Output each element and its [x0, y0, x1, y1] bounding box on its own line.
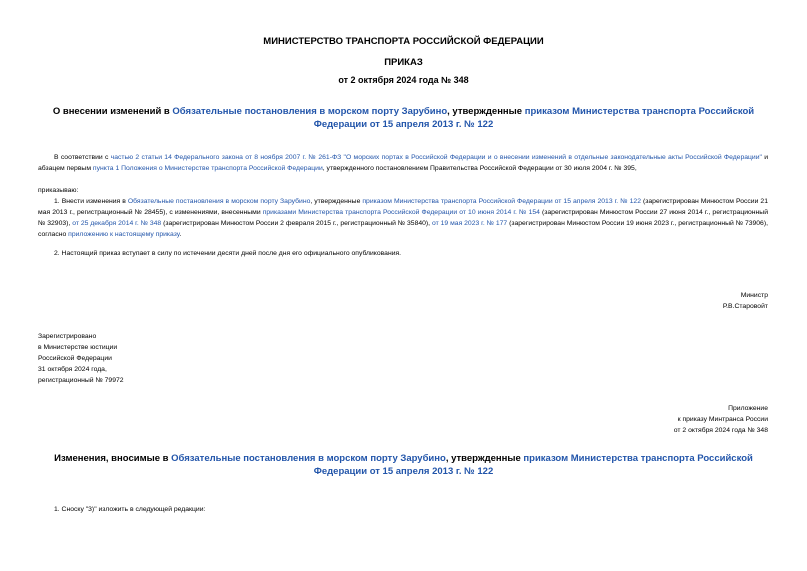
appendix-title: [40, 452, 767, 478]
item-1-paragraph: [38, 196, 768, 240]
ministry-heading: МИНИСТЕРСТВО ТРАНСПОРТА РОССИЙСКОЙ ФЕДЕРАЦИИ: [263, 36, 544, 47]
signature-name: Р.В.Старовойт: [722, 303, 768, 310]
item-1-link-regulations[interactable]: Обязательные постановления в морском порту Зарубино: [127, 198, 311, 205]
signature-block: [723, 290, 768, 312]
item-1-text: (зарегистрирован Минюстом России 2 февраля 2015 г., регистрационный № 35840),: [161, 220, 432, 227]
title-link-order[interactable]: приказом Министерства транспорта Российской Федерации от 15 апреля 2013 г. № 122: [313, 106, 755, 130]
appendix-title-link-regulations[interactable]: Обязательные постановления в морском порту Зарубино: [171, 453, 446, 464]
item-1-text: (зарегистрирован Минюстом России 21 мая 2013 г., регистрационный № 28455), с изменениями, внесенными: [38, 198, 768, 216]
appendix-date: от 2 октября 2024 года № 348: [673, 427, 768, 434]
item-1-text: .: [179, 231, 182, 238]
item-2-paragraph: 2. Настоящий приказ вступает в силу по истечении десяти дней после дня его официального опубликования.: [54, 250, 402, 257]
item-1-link-order-348[interactable]: от 25 декабря 2014 г. № 348: [72, 220, 162, 227]
appendix-label: Приложение: [728, 405, 768, 412]
item-1-text: 1. Внести изменения в: [54, 198, 128, 205]
basis-link-law[interactable]: частью 2 статьи 14 Федерального закона от 8 ноября 2007 г. № 261-ФЗ "О морских портах в Российской Федерации и о внесении изменений в отдельные законодательные акты Российской Федерации": [110, 154, 762, 161]
basis-link-regulation[interactable]: пункта 1 Положения о Министерстве транспорта Российской Федерации: [92, 165, 323, 172]
appendix-title-link-order[interactable]: приказом Министерства транспорта Российской Федерации от 15 апреля 2013 г. № 122: [313, 453, 753, 477]
registration-number: регистрационный № 79972: [38, 377, 124, 384]
basis-paragraph: [38, 152, 768, 174]
order-word: приказываю:: [38, 187, 79, 194]
document-title: [40, 105, 767, 131]
basis-text: , утвержденного постановлением Правительства Российской Федерации от 30 июля 2004 г. № 395,: [322, 165, 637, 172]
appendix-title-text: Изменения, вносимые в: [54, 453, 172, 464]
item-1-link-appendix[interactable]: приложению к настоящему приказу: [68, 231, 180, 238]
item-1-link-order-177[interactable]: от 19 мая 2023 г. № 177: [431, 220, 508, 227]
item-1-link-order-122[interactable]: приказом Министерства транспорта Российской Федерации от 15 апреля 2013 г. № 122: [362, 198, 641, 205]
title-link-regulations[interactable]: Обязательные постановления в морском порту Зарубино: [172, 106, 448, 117]
appendix-reference: к приказу Минтранса России: [677, 416, 768, 423]
registration-block: [38, 331, 124, 386]
registration-line: в Министерстве юстиции: [38, 344, 118, 351]
item-1-text: (зарегистрирован Минюстом России 27 июня 2014 г., регистрационный № 32903),: [38, 209, 768, 227]
item-1-text: , утвержденные: [310, 198, 363, 205]
appendix-header: [674, 403, 768, 436]
appendix-item-1: 1. Сноску "3)" изложить в следующей редакции:: [54, 506, 206, 513]
document-type: ПРИКАЗ: [384, 57, 423, 68]
registration-line: Российской Федерации: [38, 355, 112, 362]
signature-position: Министр: [740, 292, 768, 299]
document-date-number: от 2 октября 2024 года № 348: [338, 75, 469, 85]
title-text: , утвержденные: [447, 106, 525, 117]
basis-text: В соответствии с: [54, 154, 111, 161]
basis-text: и абзацем первым: [38, 154, 769, 172]
registration-date: 31 октября 2024 года,: [38, 366, 107, 373]
item-1-link-order-154[interactable]: приказами Министерства транспорта Российской Федерации от 10 июня 2014 г. № 154: [262, 209, 540, 216]
registration-line: Зарегистрировано: [38, 333, 97, 340]
title-text: О внесении изменений в: [52, 106, 173, 117]
appendix-title-text: , утвержденные: [445, 453, 524, 464]
item-1-text: (зарегистрирован Минюстом России 19 июня 2023 г., регистрационный № 73906), согласно: [38, 220, 768, 238]
